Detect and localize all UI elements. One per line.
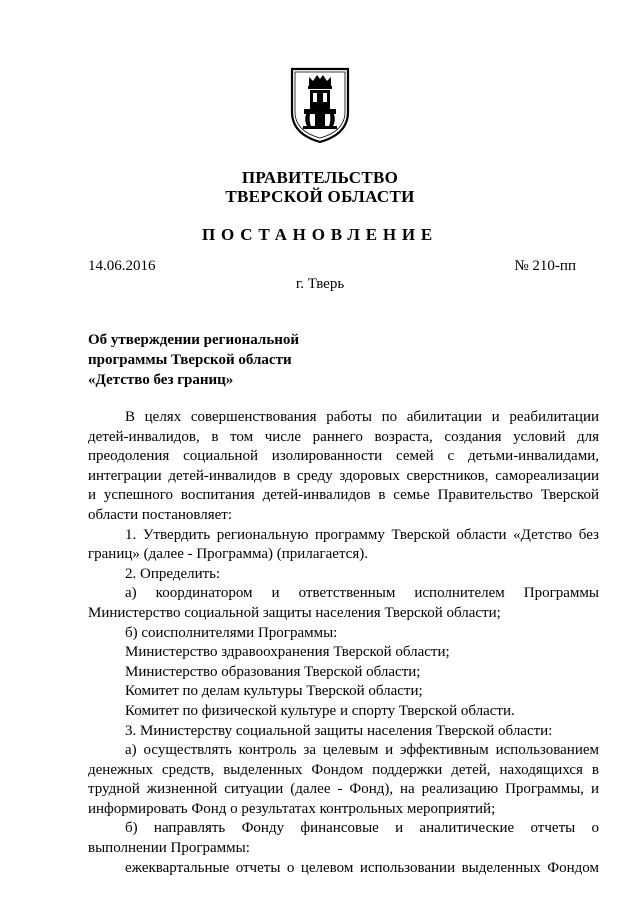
item-2b: б) соисполнителями Программы: (125, 624, 338, 641)
quarterly-reports-line: ежеквартальные отчеты о целевом использовании выделенных Фондом (125, 859, 599, 876)
document-body (88, 408, 599, 878)
item-3: 3. Министерству социальной защиты населения Тверской области: (125, 722, 553, 739)
body-line: и успешного воспитания детей-инвалидов в семье Правительство Тверской (88, 487, 599, 504)
coexecutor-item: Министерство образования Тверской области; (125, 663, 421, 680)
body-line: преодоления социальной изолированности семей с детьми-инвалидами, (88, 448, 599, 465)
item-3a-line: а) осуществлять контроль за целевым и эффективным использованием (125, 742, 599, 759)
coexecutor-item: Министерство здравоохранения Тверской области; (125, 644, 450, 661)
item-3a-line: денежных средств, выделенных Фондом поддержки детей, находящихся в (88, 761, 599, 778)
body-line: детей-инвалидов, в том числе раннего возраста, создания условий для (88, 428, 599, 445)
subject-line: «Детство без границ» (88, 372, 234, 388)
body-line: области постановляет: (88, 506, 233, 523)
item-3a-line: информировать Фонд о результатах контрольных мероприятий; (88, 800, 496, 817)
subject-line: Об утверждении региональной (88, 332, 300, 348)
item-3b-line: б) направлять Фонду финансовые и аналитические отчеты о (125, 820, 599, 837)
subject-line: программы Тверской области (88, 352, 292, 368)
item-1-line: границ» (далее - Программа) (прилагается). (88, 546, 368, 563)
document-city: г. Тверь (295, 276, 345, 292)
coexecutor-item: Комитет по делам культуры Тверской области; (125, 683, 423, 700)
document-subject (88, 330, 388, 390)
document-date: 14.06.2016 (88, 258, 156, 274)
item-2a-line: Министерство социальной защиты населения Тверской области; (88, 604, 501, 621)
government-title-line1: ПРАВИТЕЛЬСТВО (241, 168, 399, 187)
item-3a-line: трудной жизненной ситуации (далее - Фонд), на реализацию Программы, и (88, 781, 599, 798)
coexecutor-item: Комитет по физической культуре и спорту Тверской области. (125, 702, 515, 719)
body-line: интеграции детей-инвалидов в среду здоровых сверстников, самореализации (88, 467, 599, 484)
coat-of-arms-icon (289, 66, 351, 144)
body-line: В целях совершенствования работы по абилитации и реабилитации (125, 409, 599, 425)
document-type: ПОСТАНОВЛЕНИЕ (201, 225, 439, 244)
document-number: № 210-пп (514, 258, 576, 274)
item-2a-line: а) координатором и ответственным исполнителем Программы (125, 585, 599, 602)
item-3b-line: выполнении Программы: (88, 840, 250, 857)
item-2: 2. Определить: (125, 565, 221, 582)
government-title-line2: ТВЕРСКОЙ ОБЛАСТИ (225, 187, 415, 206)
item-1-line: 1. Утвердить региональную программу Тверской области «Детство без (125, 526, 599, 543)
